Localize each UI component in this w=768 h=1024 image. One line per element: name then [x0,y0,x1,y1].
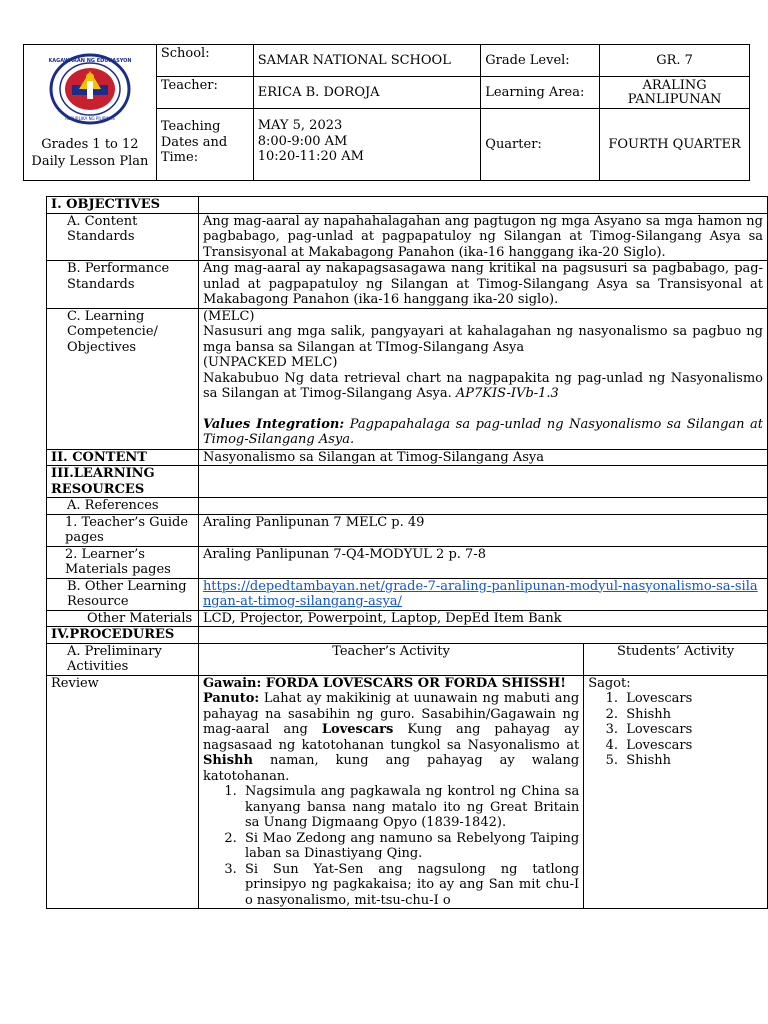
content-standards-text: Ang mag-aaral ay napahahalagahan ang pagtugon ng mga Asyano sa mga hamon ng pagbabago, pag-unlad at pagpapatuloy ng Silangan at Timog-Silangang Asya sa Transisyonal at Makabagong Panahon (ika-16 hanggang ika-20 Siglo). [198,213,767,261]
resource-link[interactable]: https://depedtambayan.net/grade-7-araling-panlipunan-modyul-nasyonalismo-sa-silangan-at-timog-silangang-asya/ [202,578,758,609]
other-resource-cell [198,578,767,610]
competency-label: C. Learning Competencie/ Objectives [47,308,199,449]
resources-title: III.LEARNING RESOURCES [47,466,199,498]
deped-seal-icon [49,53,131,125]
answer-item: 1. Lovescars [622,691,763,707]
dates-label: Teaching Dates and Time: [156,109,253,181]
quarter-label: Quarter: [481,109,600,181]
empty-cell [198,627,767,644]
empty-cell [198,197,767,214]
sagot-label: Sagot: [588,675,631,691]
panuto-label: Panuto: [202,691,260,706]
list-item: 1. Nagsimula ang pagkawala ng kontrol ng China sa kanyang bansa nang matalo ito ng Great Britain sa Unang Digmaang Opyo (1839-1842). [241,784,579,831]
plan-title-1: Grades 1 to 12 [41,136,139,152]
empty-cell [198,466,767,498]
unpacked-tag: (UNPACKED MELC) [202,355,338,370]
plan-title-2: Daily Lesson Plan [31,153,149,169]
panuto-text-3: naman, kung ang pahayag ay walang katotohanan. [202,753,580,784]
teacher-activity-header: Teacher’s Activity [198,643,583,675]
melc-tag: (MELC) [202,308,255,324]
preliminary-label: A. Preliminary Activities [47,643,199,675]
panuto-text-1: Lahat ay makikinig at uunawain ng mabuti ang pahayag na sasabihin ng guro. Sasabihin/Gagawain ng mag-aaral ang [202,691,580,737]
content-text: Nasyonalismo sa Silangan at Timog-Silangang Asya [198,449,767,466]
lesson-table [46,196,768,909]
time-line-1: 8:00-9:00 AM [257,133,348,149]
procedures-title: IV.PROCEDURES [47,627,199,644]
competency-text [198,308,767,449]
grade-value: GR. 7 [600,45,750,77]
empty-cell [198,498,767,515]
unpacked-text: Nakabubuo Ng data retrieval chart na nagpapakita ng pag-unlad ng Nasyonalismo sa Silangan at Timog-Silangang Asya. [202,370,763,401]
grade-label: Grade Level: [481,45,600,77]
review-teacher-cell [198,675,583,909]
school-label: School: [156,45,253,77]
logo-title-cell [24,45,157,181]
panuto [203,691,579,784]
answer-item: 5. Shishh [622,753,763,769]
melc-text: Nasusuri ang mga salik, pangyayari at kahalagahan ng nasyonalismo sa pagbuo ng mga bansa sa Silangan at TImog-Silangang Asya [202,324,763,355]
svg-text:KAGAWARAN NG EDUKASYON: KAGAWARAN NG EDUKASYON [48,58,131,64]
students-activity-header: Students’ Activity [584,643,768,675]
learners-materials-label: 2. Learner’s Materials pages [47,546,199,578]
other-materials-value: LCD, Projector, Powerpoint, Laptop, DepEd Item Bank [198,610,767,627]
values-label: Values Integration: [202,416,345,432]
references-label: A. References [47,498,199,515]
teachers-guide-label: 1. Teacher’s Guide pages [47,514,199,546]
review-label: Review [47,675,199,909]
content-title: II. CONTENT [47,449,199,466]
list-item: 2. Si Mao Zedong ang namuno sa Rebelyong Taiping laban sa Dinastiyang Qing. [241,831,579,862]
content-standards-label: A. Content Standards [47,213,199,261]
panuto-text-2: Kung ang pahayag ay nagsasaad ng katotohanan tungkol sa Nasyonalismo at [202,722,580,753]
teacher-label: Teacher: [156,77,253,109]
learners-materials-value: Araling Panlipunan 7-Q4-MODYUL 2 p. 7-8 [198,546,767,578]
gawain-title: Gawain: FORDA LOVESCARS OR FORDA SHISSH! [202,675,566,691]
dates-value [253,109,481,181]
performance-standards-text: Ang mag-aaral ay nakapagsasagawa nang kritikal na pagsusuri sa pagbabago, pag-unlad at pagpapatuloy ng Silangan at Timog-Silangang Asya sa Transisyonal at Makabagong Panahon (ika-16 hanggang ika-20 siglo). [198,261,767,309]
svg-text:REPUBLIKA NG PILIPINAS: REPUBLIKA NG PILIPINAS [65,116,115,121]
area-label: Learning Area: [481,77,600,109]
objectives-title: I. OBJECTIVES [47,197,199,214]
other-resource-label: B. Other Learning Resource [47,578,199,610]
panuto-bold-2: Shishh [202,753,253,768]
panuto-bold-1: Lovescars [321,722,394,737]
header-table [23,44,750,181]
answer-item: 4. Lovescars [622,738,763,754]
other-materials-label: Other Materials [47,610,199,627]
teacher-value: ERICA B. DOROJA [253,77,481,109]
answer-item: 3. Lovescars [622,722,763,738]
school-value: SAMAR NATIONAL SCHOOL [253,45,481,77]
quarter-value: FOURTH QUARTER [600,109,750,181]
answer-item: 2. Shishh [622,707,763,723]
area-value: ARALING PANLIPUNAN [600,77,750,109]
list-item: 3. Si Sun Yat-Sen ang nagsulong ng tatlong prinsipyo ng pagkakaisa; ito ay ang San mit chu-I o nasyonalismo, mit-tsu-chu-I o [241,862,579,909]
teachers-guide-value: Araling Panlipunan 7 MELC p. 49 [198,514,767,546]
date-line: MAY 5, 2023 [257,118,343,133]
performance-standards-label: B. Performance Standards [47,261,199,309]
review-students-cell [584,675,768,909]
values-text: Pagpapahalaga sa pag-unlad ng Nasyonalismo sa Silangan at Timog-Silangang Asya. [202,416,763,447]
time-line-2: 10:20-11:20 AM [257,149,364,164]
competency-code: AP7KIS-IVb-1.3 [455,386,559,401]
